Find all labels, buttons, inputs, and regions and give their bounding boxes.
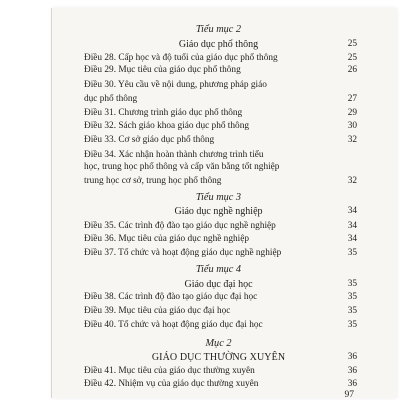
section-heading (84, 262, 353, 277)
toc-entry (84, 290, 357, 305)
section-heading (84, 190, 353, 205)
toc-entry (84, 37, 357, 52)
toc-entry (84, 204, 357, 219)
toc-entry-title: Điều 34. Xác nhận hoàn thành chương trình tiểu (84, 150, 264, 160)
toc-page-number: 35 (347, 292, 357, 302)
toc-entry-title: Điều 33. Cơ sở giáo dục phổ thông (84, 135, 215, 145)
toc-page-number: 35 (347, 279, 357, 289)
toc-page-number: 27 (347, 94, 357, 104)
toc-entry (84, 78, 353, 93)
toc-entry-title: trung học cơ sở, trung học phổ thông (84, 176, 222, 186)
section-heading-text: Tiểu mục 2 (195, 24, 242, 35)
page-number: 97 (344, 390, 354, 400)
toc-entry-title: Điều 28. Cấp học và độ tuổi của giáo dục phổ thông (84, 53, 278, 63)
toc-entry-title: Điều 40. Tổ chức và hoạt động giáo dục đại học (84, 320, 263, 330)
toc-page-number: 34 (347, 234, 357, 244)
toc-page-number: 36 (347, 379, 357, 389)
toc-entry-title: GIÁO DỤC THƯỜNG XUYÊN (151, 352, 286, 363)
toc-entry (84, 318, 357, 333)
toc-entry-title: học, trung học phổ thông và cấp văn bằng tốt nghiệp (84, 162, 280, 172)
toc-page-number: 35 (347, 320, 357, 330)
toc-entry (84, 160, 353, 175)
toc-page-number: 34 (347, 221, 357, 231)
toc-entry-title: Giáo dục nghề nghiệp (174, 206, 263, 217)
toc-entry-title: Điều 32. Sách giáo khoa giáo dục phổ thông (84, 121, 249, 131)
toc-entry (84, 92, 357, 107)
toc-page-number: 35 (347, 306, 357, 316)
toc-entry-title: Điều 31. Chương trình giáo dục phổ thông (84, 108, 243, 118)
section-heading (84, 22, 353, 37)
toc-entry (84, 63, 357, 78)
toc-page-number: 25 (347, 39, 357, 49)
toc-entry-title: Điều 36. Mục tiêu của giáo dục nghề nghiệp (84, 234, 249, 244)
toc-page-number: 29 (347, 108, 357, 118)
toc-page-number: 36 (347, 366, 357, 376)
toc-entry (84, 232, 357, 247)
toc-page-number: 32 (347, 135, 357, 145)
toc-entry (84, 246, 357, 261)
toc-entry-title: Điều 38. Các trình độ đào tạo giáo dục đại học (84, 292, 258, 302)
toc-entry (84, 350, 357, 365)
section-heading-text: Tiểu mục 3 (195, 192, 242, 203)
toc-entry-title: Giáo dục phổ thông (178, 39, 259, 50)
toc-entry (84, 133, 357, 148)
toc-entry-title: Điều 29. Mục tiêu của giáo dục phổ thông (84, 65, 241, 75)
toc-page-number: 26 (347, 65, 357, 75)
toc-entry-title: Điều 35. Các trình độ đào tạo giáo dục nghề nghiệp (84, 221, 276, 231)
toc-page-number: 32 (347, 176, 357, 186)
book-page (52, 8, 397, 398)
toc-entry-title: dục phổ thông (84, 94, 138, 104)
toc-entry-title: Điều 39. Mục tiêu của giáo dục đại học (84, 306, 231, 316)
toc-page-number: 34 (347, 206, 357, 216)
toc-page-number: 30 (347, 121, 357, 131)
toc-entry (84, 119, 357, 134)
toc-page-number: 35 (347, 248, 357, 258)
toc-entry (84, 377, 357, 392)
toc-entry-title: Giáo dục đại học (184, 279, 253, 290)
toc-page-number: 25 (347, 53, 357, 63)
toc-entry-title: Điều 30. Yêu cầu về nội dung, phương pháp giáo (84, 80, 267, 90)
toc-entry-title: Điều 41. Mục tiêu của giáo dục thường xuyên (84, 366, 255, 376)
section-heading (84, 336, 353, 351)
toc-entry (84, 304, 357, 319)
toc-entry-title: Điều 42. Nhiệm vụ của giáo dục thường xuyên (84, 379, 259, 389)
section-heading-text: Mục 2 (205, 338, 232, 349)
toc-entry-title: Điều 37. Tổ chức và hoạt động giáo dục nghề nghiệp (84, 248, 282, 258)
toc-entry (84, 174, 357, 189)
toc-page-number: 36 (347, 352, 357, 362)
section-heading-text: Tiểu mục 4 (195, 264, 242, 275)
